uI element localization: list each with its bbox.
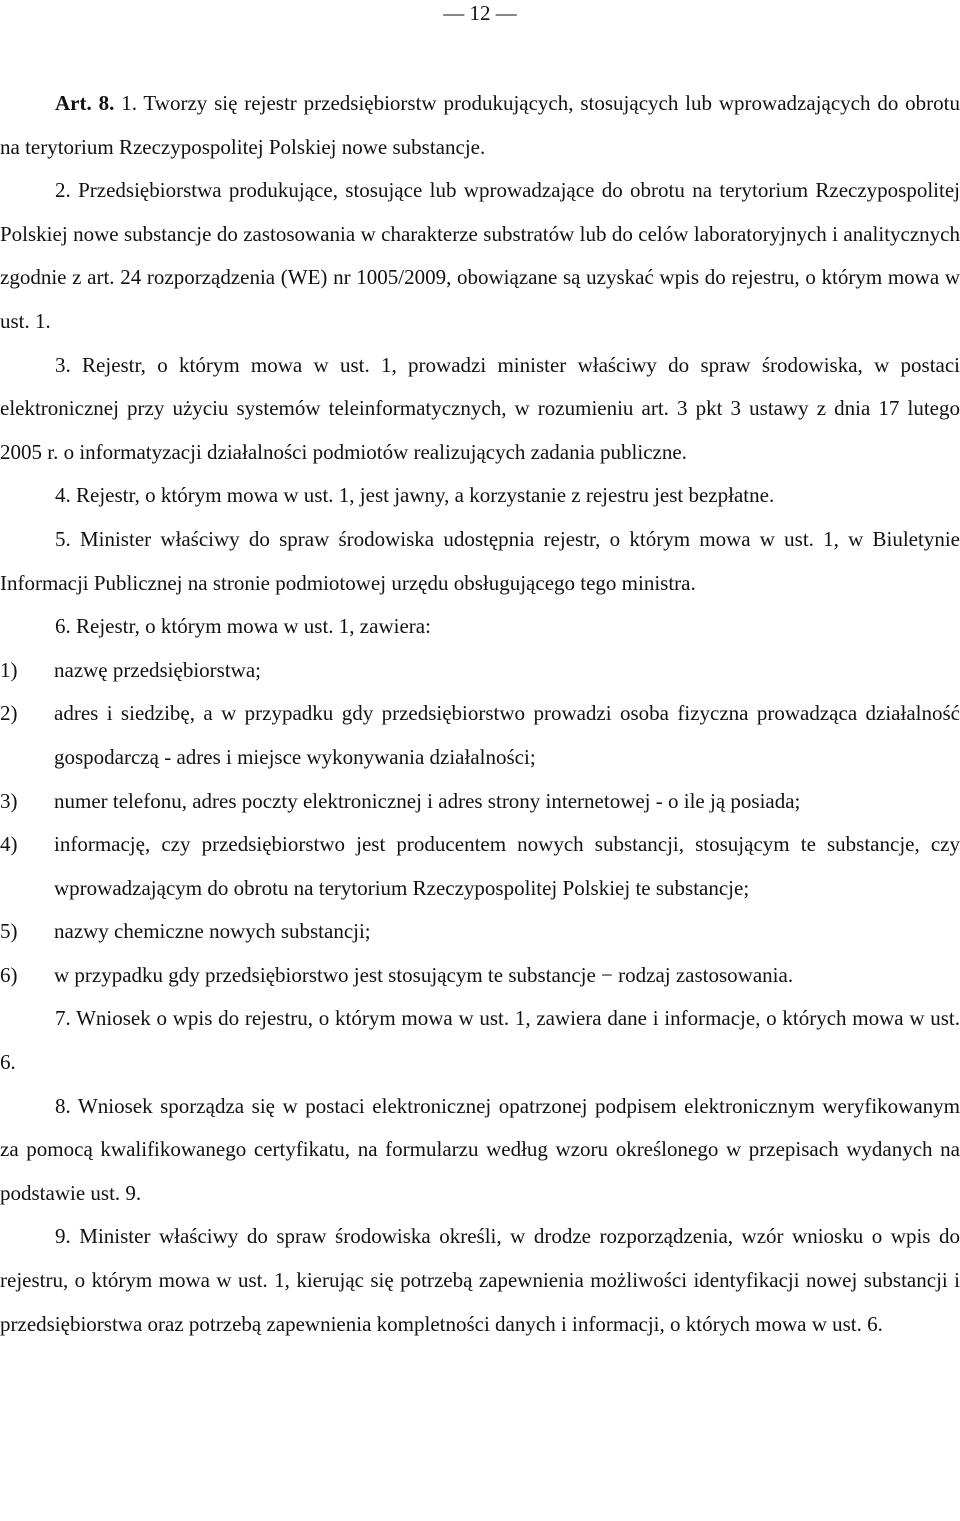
list-item-number: 5) [0, 919, 18, 944]
paragraph-1 [0, 82, 960, 169]
list-item [0, 823, 960, 910]
paragraph-5: 5. Minister właściwy do spraw środowiska udostępnia rejestr, o którym mowa w ust. 1, w Biuletynie Informacji Publicznej na stronie podmiotowej urzędu obsługującego tego ministra. [0, 526, 960, 595]
paragraph-3: 3. Rejestr, o którym mowa w ust. 1, prowadzi minister właściwy do spraw środowiska, w postaci elektronicznej przy użyciu systemów teleinformatycznych, w rozumieniu art. 3 pkt 3 ustawy z dnia 17 lutego 2005 r. o informatyzacji działalności podmiotów realizujących zadania publiczne. [0, 352, 960, 464]
page-number: — 12 — [443, 1, 517, 25]
list-item [0, 780, 960, 824]
article-body [0, 82, 960, 1346]
paragraph-9: 9. Minister właściwy do spraw środowiska określi, w drodze rozporządzenia, wzór wniosku o wpis do rejestru, o którym mowa w ust. 1, kierując się potrzebą zapewnienia możliwości identyfikacji nowej substancji i przedsiębiorstwa oraz potrzebą zapewnienia kompletności danych i informacji, o których mowa w ust. 6. [0, 1224, 960, 1336]
list-item-number: 6) [0, 962, 18, 987]
paragraph-7: 7. Wniosek o wpis do rejestru, o którym mowa w ust. 1, zawiera dane i informacje, o których mowa w ust. 6. [0, 1006, 960, 1075]
list-item-number: 3) [0, 788, 18, 813]
paragraph-2: 2. Przedsiębiorstwa produkujące, stosujące lub wprowadzające do obrotu na terytorium Rzeczypospolitej Polskiej nowe substancje do zastosowania w charakterze substratów lub do celów laboratoryjnych i analitycznych zgodnie z art. 24 rozporządzenia (WE) nr 1005/2009, obowiązane są uzyskać wpis do rejestru, o którym mowa w ust. 1. [0, 178, 960, 333]
list-item-number: 2) [0, 701, 18, 726]
list-item-text: numer telefonu, adres poczty elektronicznej i adres strony internetowej - o ile ją posiada; [54, 788, 801, 813]
list-item [0, 910, 960, 954]
list-item [0, 649, 960, 693]
list-item-text: nazwę przedsiębiorstwa; [54, 657, 261, 682]
list-item-number: 1) [0, 657, 18, 682]
list-item-text: adres i siedzibę, a w przypadku gdy przedsiębiorstwo prowadzi osoba fizyczna prowadząca działalność gospodarczą - adres i miejsce wykonywania działalności; [54, 701, 960, 769]
list-item-number: 4) [0, 832, 18, 857]
list-item [0, 692, 960, 779]
list-item-text: nazwy chemiczne nowych substancji; [54, 919, 371, 944]
list-item [0, 954, 960, 998]
paragraph-6: 6. Rejestr, o którym mowa w ust. 1, zawiera: [55, 614, 431, 639]
paragraph-4: 4. Rejestr, o którym mowa w ust. 1, jest jawny, a korzystanie z rejestru jest bezpłatne. [55, 483, 775, 508]
article-label: Art. 8. [55, 91, 115, 115]
paragraph-8: 8. Wniosek sporządza się w postaci elektronicznej opatrzonej podpisem elektronicznym weryfikowanym za pomocą kwalifikowanego certyfikatu, na formularzu według wzoru określonego w przepisach wydanych na podstawie ust. 9. [0, 1093, 960, 1205]
paragraph-1-text: 1. Tworzy się rejestr przedsiębiorstw produkujących, stosujących lub wprowadzających do obrotu na terytorium Rzeczypospolitej Polskiej nowe substancje. [0, 91, 960, 159]
list-item-text: informację, czy przedsiębiorstwo jest producentem nowych substancji, stosującym te substancje, czy wprowadzającym do obrotu na terytorium Rzeczypospolitej Polskiej te substancje; [54, 832, 960, 900]
list-item-text: w przypadku gdy przedsiębiorstwo jest stosującym te substancje − rodzaj zastosowania. [54, 962, 794, 987]
